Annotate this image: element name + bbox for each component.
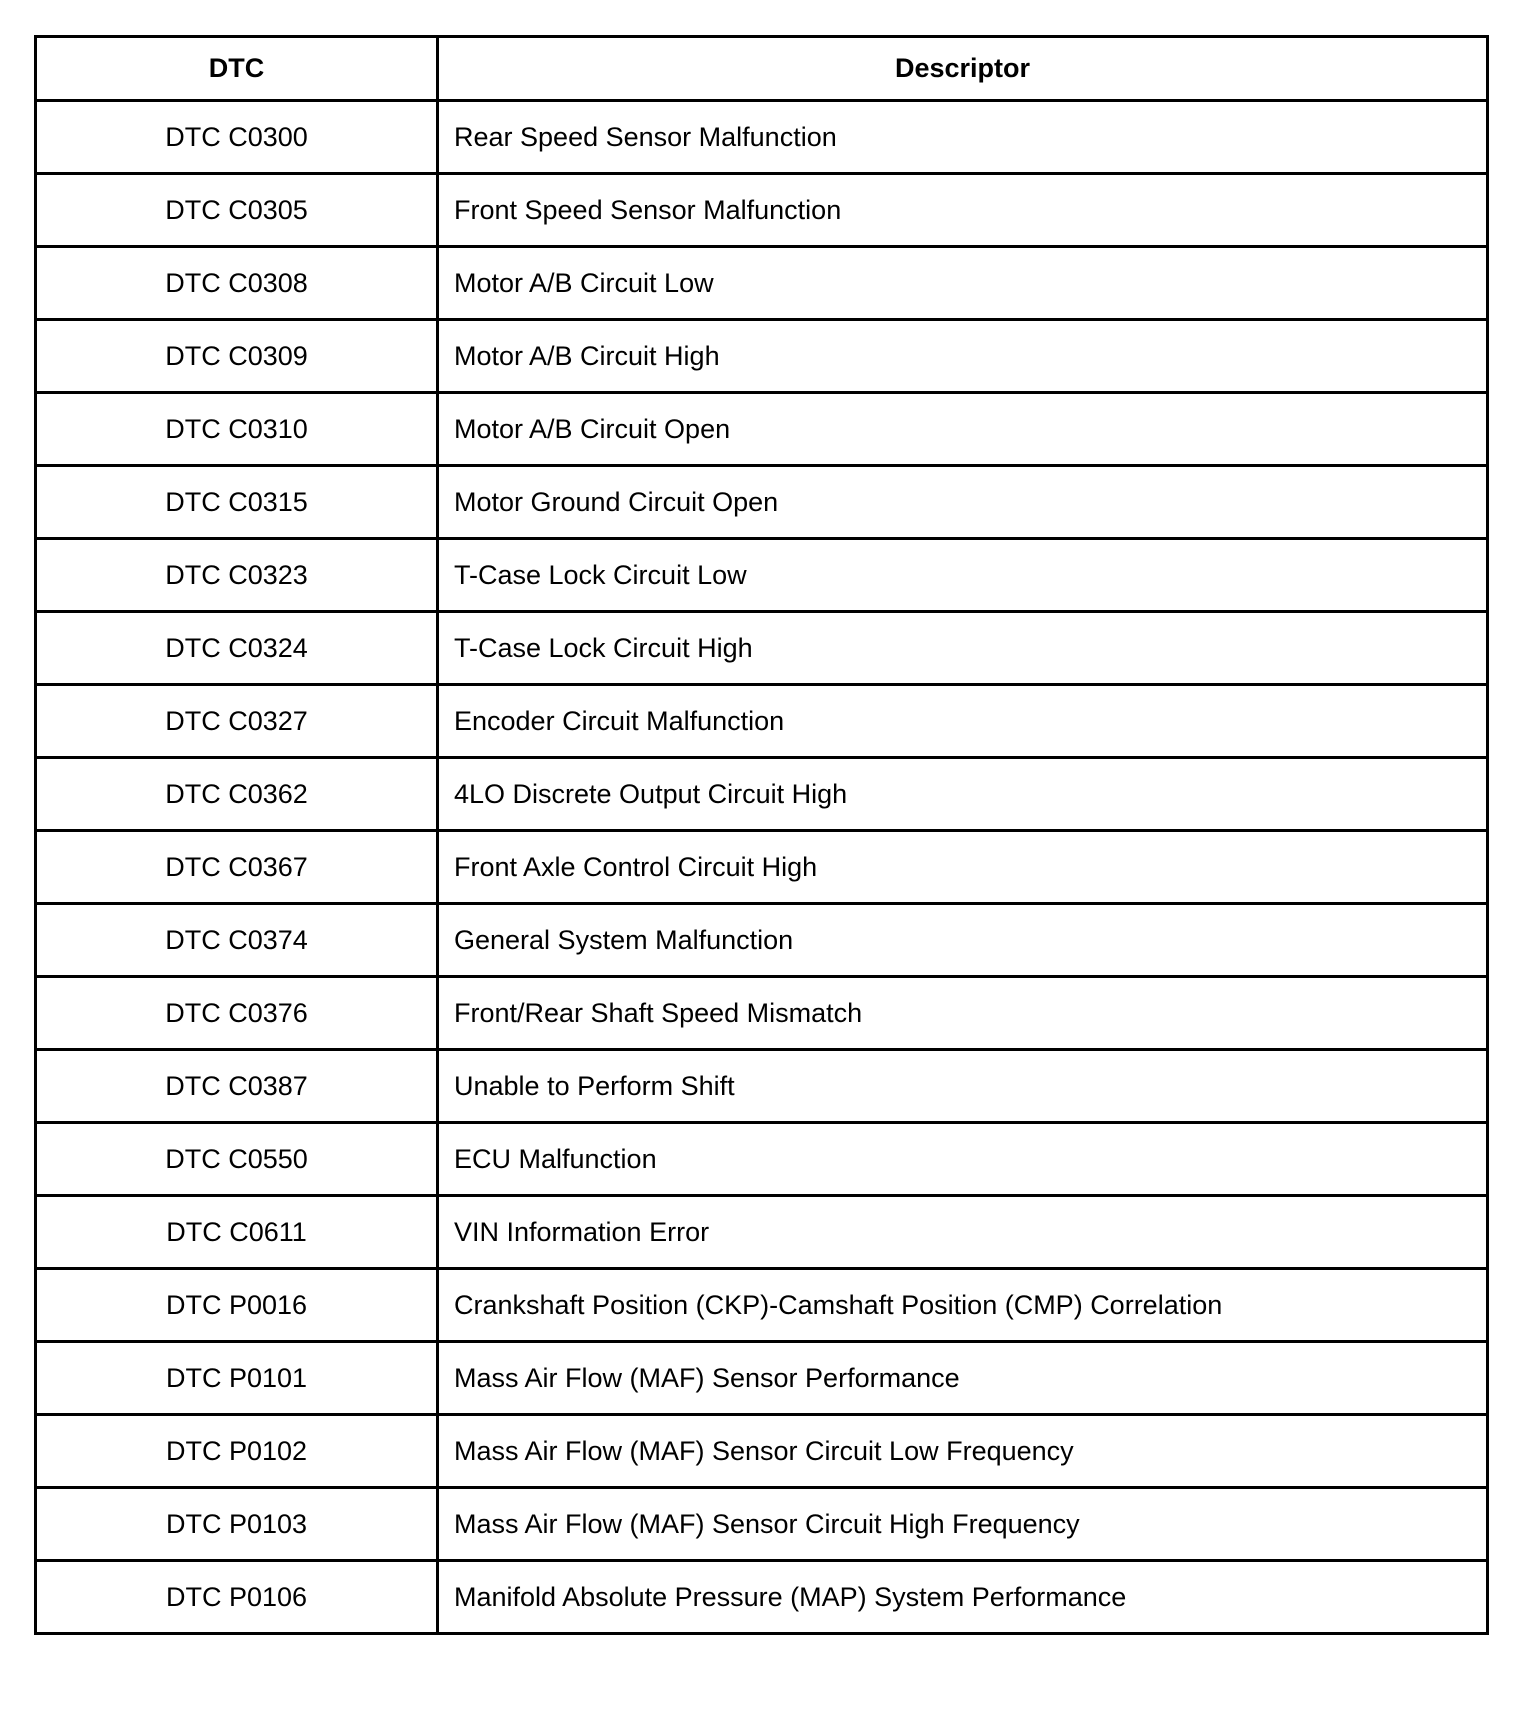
descriptor-cell: Unable to Perform Shift — [438, 1050, 1488, 1123]
descriptor-cell: Front Axle Control Circuit High — [438, 831, 1488, 904]
descriptor-cell: ECU Malfunction — [438, 1123, 1488, 1196]
table-row — [36, 831, 1488, 904]
dtc-code-cell: DTC C0305 — [36, 174, 438, 247]
table-row — [36, 174, 1488, 247]
header-row — [36, 37, 1488, 101]
dtc-code-cell: DTC C0315 — [36, 466, 438, 539]
column-header-descriptor: Descriptor — [438, 37, 1488, 101]
dtc-code-cell: DTC P0016 — [36, 1269, 438, 1342]
descriptor-cell: Motor A/B Circuit High — [438, 320, 1488, 393]
table-body — [36, 101, 1488, 1634]
table-header — [36, 37, 1488, 101]
dtc-code-cell: DTC C0367 — [36, 831, 438, 904]
dtc-code-cell: DTC C0327 — [36, 685, 438, 758]
dtc-code-cell: DTC C0323 — [36, 539, 438, 612]
descriptor-cell: Front/Rear Shaft Speed Mismatch — [438, 977, 1488, 1050]
dtc-code-cell: DTC P0103 — [36, 1488, 438, 1561]
descriptor-cell: Motor A/B Circuit Open — [438, 393, 1488, 466]
dtc-code-cell: DTC C0309 — [36, 320, 438, 393]
table-row — [36, 539, 1488, 612]
dtc-code-cell: DTC C0374 — [36, 904, 438, 977]
descriptor-cell: T-Case Lock Circuit Low — [438, 539, 1488, 612]
table-row — [36, 1561, 1488, 1634]
table-row — [36, 1050, 1488, 1123]
dtc-table — [34, 35, 1489, 1635]
table-row — [36, 685, 1488, 758]
dtc-code-cell: DTC P0102 — [36, 1415, 438, 1488]
descriptor-cell: General System Malfunction — [438, 904, 1488, 977]
table-row — [36, 1342, 1488, 1415]
table-row — [36, 1488, 1488, 1561]
dtc-code-cell: DTC C0376 — [36, 977, 438, 1050]
column-header-dtc: DTC — [36, 37, 438, 101]
descriptor-cell: Manifold Absolute Pressure (MAP) System Performance — [438, 1561, 1488, 1634]
descriptor-cell: Crankshaft Position (CKP)-Camshaft Position (CMP) Correlation — [438, 1269, 1488, 1342]
descriptor-cell: Motor A/B Circuit Low — [438, 247, 1488, 320]
descriptor-cell: Mass Air Flow (MAF) Sensor Performance — [438, 1342, 1488, 1415]
descriptor-cell: Motor Ground Circuit Open — [438, 466, 1488, 539]
dtc-code-cell: DTC C0308 — [36, 247, 438, 320]
dtc-code-cell: DTC C0611 — [36, 1196, 438, 1269]
dtc-code-cell: DTC C0300 — [36, 101, 438, 174]
dtc-code-cell: DTC C0387 — [36, 1050, 438, 1123]
dtc-code-cell: DTC C0550 — [36, 1123, 438, 1196]
dtc-code-cell: DTC C0324 — [36, 612, 438, 685]
descriptor-cell: Rear Speed Sensor Malfunction — [438, 101, 1488, 174]
table-row — [36, 1269, 1488, 1342]
dtc-code-cell: DTC P0106 — [36, 1561, 438, 1634]
table-row — [36, 393, 1488, 466]
descriptor-cell: Encoder Circuit Malfunction — [438, 685, 1488, 758]
table-row — [36, 758, 1488, 831]
table-row — [36, 977, 1488, 1050]
table-row — [36, 320, 1488, 393]
table-row — [36, 1415, 1488, 1488]
table-row — [36, 612, 1488, 685]
dtc-code-cell: DTC P0101 — [36, 1342, 438, 1415]
descriptor-cell: Mass Air Flow (MAF) Sensor Circuit High Frequency — [438, 1488, 1488, 1561]
table-row — [36, 247, 1488, 320]
table-row — [36, 466, 1488, 539]
dtc-code-cell: DTC C0362 — [36, 758, 438, 831]
descriptor-cell: T-Case Lock Circuit High — [438, 612, 1488, 685]
table-row — [36, 904, 1488, 977]
table-row — [36, 1123, 1488, 1196]
table-row — [36, 1196, 1488, 1269]
dtc-code-cell: DTC C0310 — [36, 393, 438, 466]
descriptor-cell: Mass Air Flow (MAF) Sensor Circuit Low Frequency — [438, 1415, 1488, 1488]
table-row — [36, 101, 1488, 174]
descriptor-cell: VIN Information Error — [438, 1196, 1488, 1269]
descriptor-cell: 4LO Discrete Output Circuit High — [438, 758, 1488, 831]
descriptor-cell: Front Speed Sensor Malfunction — [438, 174, 1488, 247]
